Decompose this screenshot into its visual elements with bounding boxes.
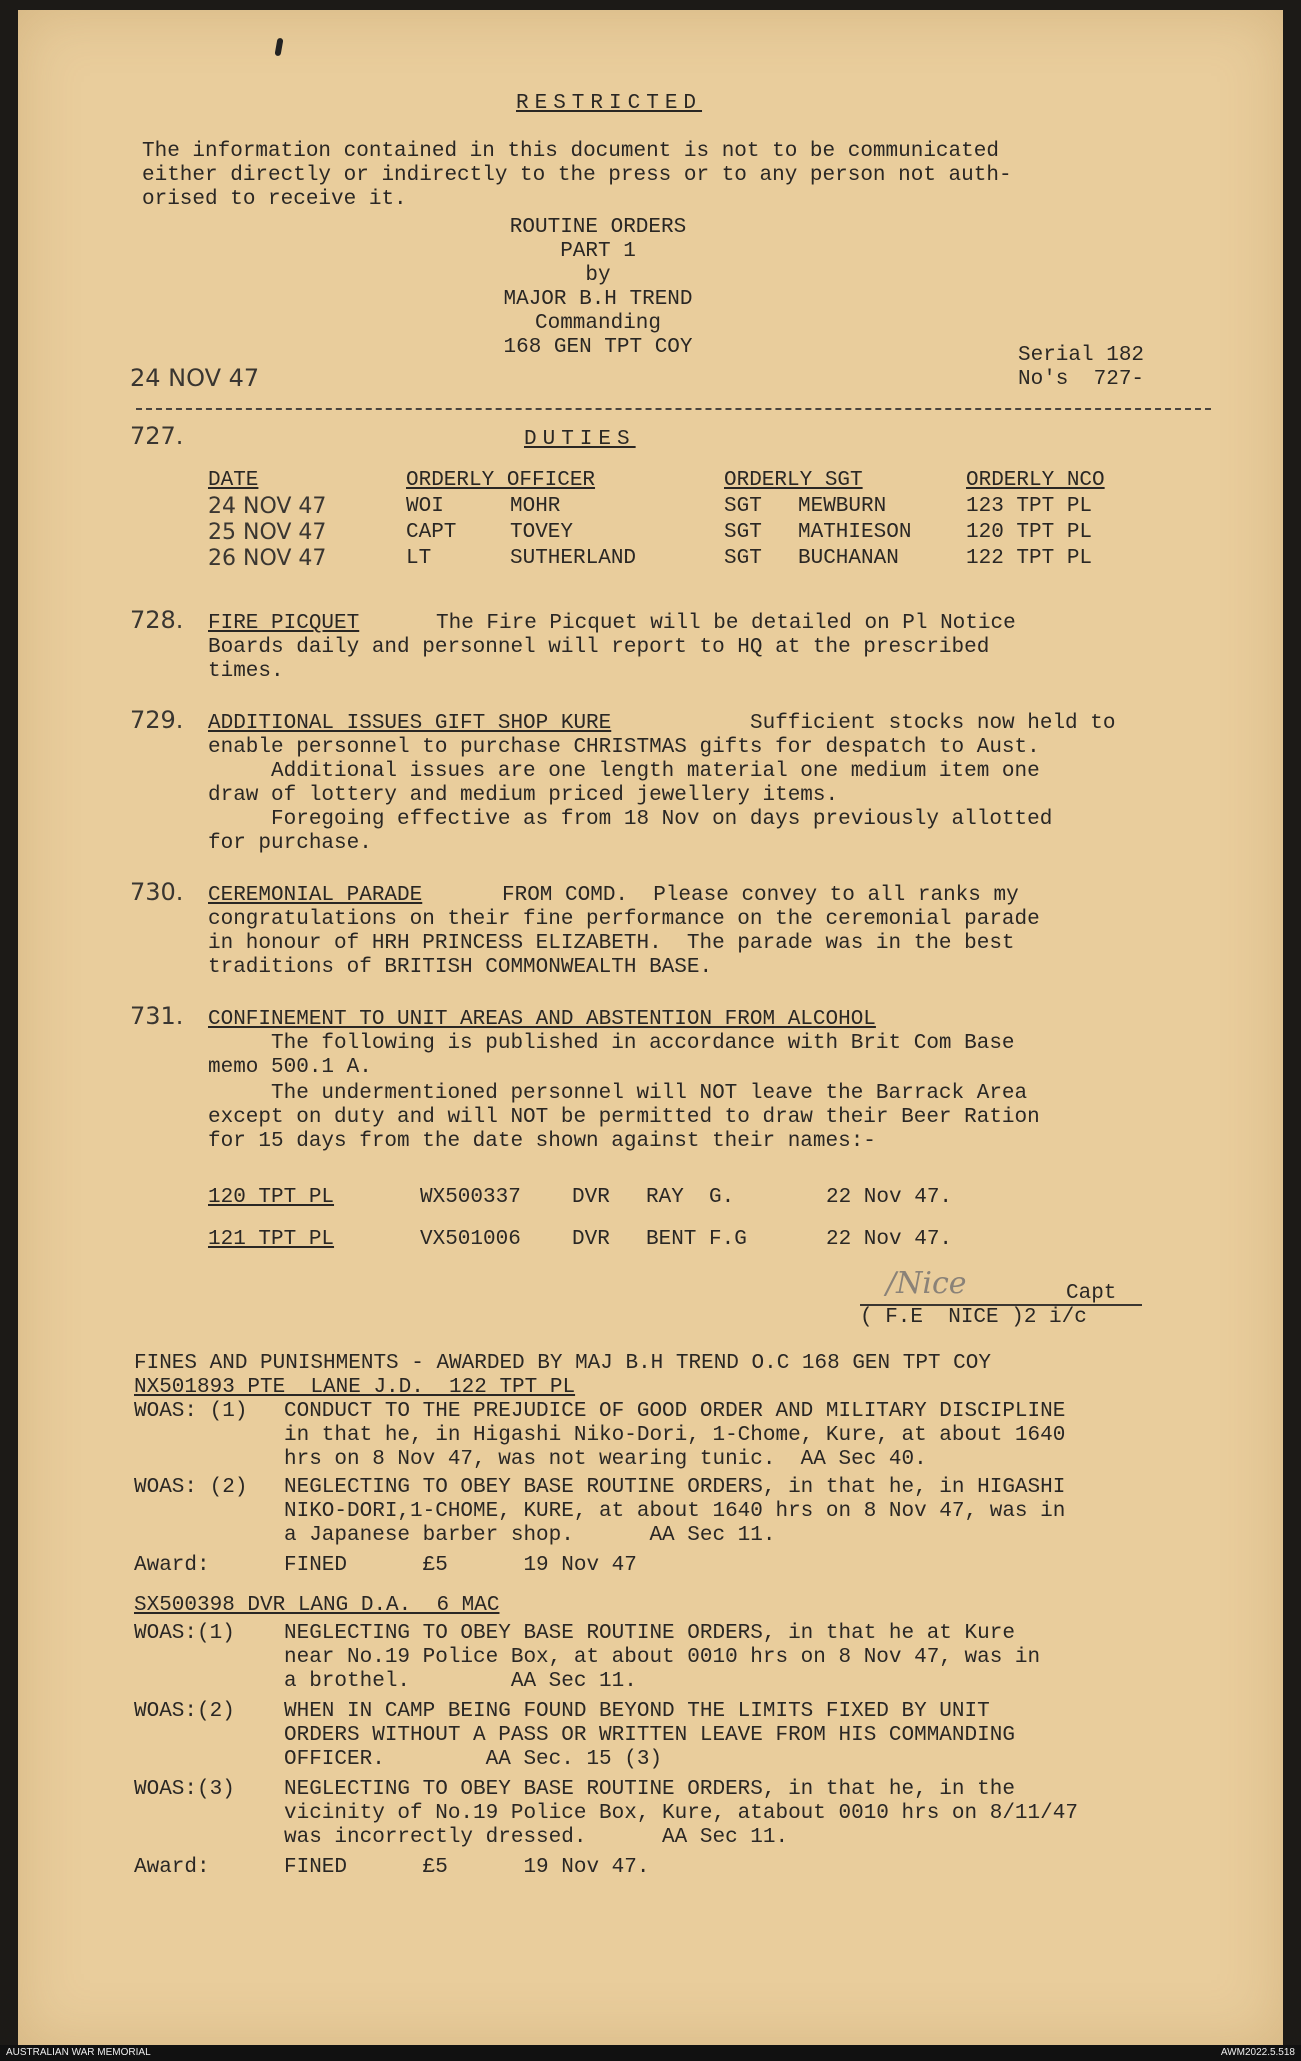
handwritten-signature: /Nice: [886, 1266, 967, 1301]
title-line-6: 168 GEN TPT COY: [503, 336, 693, 359]
footer-source: AUSTRALIAN WAR MEMORIAL: [6, 2047, 151, 2058]
order-729-line: for purchase.: [208, 832, 372, 855]
charge-line: ORDERS WITHOUT A PASS OR WRITTEN LEAVE FROM HIS COMMANDING: [284, 1724, 1015, 1747]
confined-number: WX500337: [420, 1186, 521, 1209]
sgt-rank: SGT: [724, 521, 762, 544]
order-number-727: 727.: [130, 422, 184, 450]
title-line-5: Commanding: [534, 312, 662, 335]
order-number-728: 728.: [130, 606, 184, 634]
order-729-line: Sufficient stocks now held to: [750, 712, 1116, 735]
charge-line: NEGLECTING TO OBEY BASE ROUTINE ORDERS, in that he, in HIGASHI: [284, 1476, 1066, 1499]
col-orderly-sgt: ORDERLY SGT: [724, 469, 863, 492]
title-line-3: by: [585, 264, 611, 287]
col-orderly-nco: ORDERLY NCO: [966, 469, 1105, 492]
title-line-4: MAJOR B.H TREND: [503, 288, 693, 311]
title-line-1: ROUTINE ORDERS: [509, 216, 687, 239]
notice-line-2: either directly or indirectly to the press or to any person not auth-: [142, 164, 1012, 187]
duties-header-row: [208, 468, 1105, 494]
confined-date: 22 Nov 47.: [826, 1186, 953, 1209]
nco-unit: 120 TPT PL: [966, 521, 1093, 544]
award-text: FINED £5 19 Nov 47: [284, 1554, 637, 1577]
charge-line: was incorrectly dressed. AA Sec 11.: [284, 1826, 789, 1849]
confined-date: 22 Nov 47.: [826, 1228, 953, 1251]
order-number-731: 731.: [130, 1002, 184, 1030]
document-page: [18, 10, 1283, 2046]
order-728-line: Boards daily and personnel will report to HQ at the prescribed: [208, 636, 990, 659]
charge-line: a brothel. AA Sec 11.: [284, 1670, 637, 1693]
title-line-2: PART 1: [560, 240, 636, 263]
charge-label: WOAS: (1): [134, 1400, 248, 1423]
order-728-line: times.: [208, 660, 284, 683]
charge-label: WOAS:(1): [134, 1622, 235, 1645]
charge-line: NEGLECTING TO OBEY BASE ROUTINE ORDERS, in that he at Kure: [284, 1622, 1015, 1645]
charge-line: hrs on 8 Nov 47, was not wearing tunic. AA Sec 40.: [284, 1448, 927, 1471]
archive-footer: [0, 2045, 1301, 2061]
order-730-line: in honour of HRH PRINCESS ELIZABETH. The parade was in the best: [208, 932, 1015, 955]
sgt-name: MATHIESON: [798, 521, 912, 544]
order-729-line: Foregoing effective as from 18 Nov on days previously allotted: [208, 808, 1053, 831]
table-row: [208, 520, 1105, 546]
confined-name: RAY G.: [646, 1186, 735, 1209]
order-731-title: CONFINEMENT TO UNIT AREAS AND ABSTENTION FROM ALCOHOL: [208, 1008, 876, 1031]
order-731-line: The undermentioned personnel will NOT leave the Barrack Area: [208, 1082, 1028, 1105]
order-date: 24 NOV 47: [130, 364, 260, 392]
order-number-730: 730.: [130, 878, 184, 906]
table-row: [208, 494, 1105, 520]
order-730-title: CEREMONIAL PARADE: [208, 884, 423, 907]
award-text: FINED £5 19 Nov 47.: [284, 1856, 650, 1879]
charge-line: in that he, in Higashi Niko-Dori, 1-Chome, Kure, at about 1640: [284, 1424, 1066, 1447]
signature-rank: Capt: [1066, 1282, 1117, 1305]
notice-line-3: orised to receive it.: [142, 188, 407, 211]
order-731-line: for 15 days from the date shown against their names:-: [208, 1130, 876, 1153]
sgt-rank: SGT: [724, 547, 762, 570]
officer-rank: LT: [406, 547, 432, 570]
col-orderly-officer: ORDERLY OFFICER: [406, 469, 596, 492]
officer-rank: WOI: [406, 495, 444, 518]
order-729-title: ADDITIONAL ISSUES GIFT SHOP KURE: [208, 712, 612, 735]
award-label: Award:: [134, 1856, 210, 1879]
charge-line: OFFICER. AA Sec. 15 (3): [284, 1748, 663, 1771]
sgt-rank: SGT: [724, 495, 762, 518]
officer-name: TOVEY: [510, 521, 574, 544]
fines-heading: FINES AND PUNISHMENTS - AWARDED BY MAJ B.H TREND O.C 168 GEN TPT COY: [134, 1352, 991, 1375]
confined-rank: DVR: [572, 1186, 610, 1209]
order-728-title: FIRE PICQUET: [208, 612, 360, 635]
divider: [136, 408, 1211, 410]
duties-table: [208, 468, 1105, 572]
charge-line: NIKO-DORI,1-CHOME, KURE, at about 1640 hrs on 8 Nov 47, was in: [284, 1500, 1066, 1523]
confined-rank: DVR: [572, 1228, 610, 1251]
notice-line-1: The information contained in this document is not to be communicated: [142, 140, 999, 163]
sgt-name: MEWBURN: [798, 495, 887, 518]
charge-line: near No.19 Police Box, at about 0010 hrs on 8 Nov 47, was in: [284, 1646, 1041, 1669]
order-729-line: draw of lottery and medium priced jewellery items.: [208, 784, 839, 807]
case-2-soldier: SX500398 DVR LANG D.A. 6 MAC: [134, 1594, 500, 1617]
order-731-line: memo 500.1 A.: [208, 1056, 372, 1079]
officer-name: MOHR: [510, 495, 561, 518]
confined-unit: 120 TPT PL: [208, 1186, 335, 1209]
order-729-line: Additional issues are one length material one medium item one: [208, 760, 1040, 783]
confined-number: VX501006: [420, 1228, 521, 1251]
charge-line: a Japanese barber shop. AA Sec 11.: [284, 1524, 776, 1547]
sgt-name: BUCHANAN: [798, 547, 899, 570]
signature-line: [860, 1304, 1142, 1306]
charge-line: vicinity of No.19 Police Box, Kure, atabout 0010 hrs on 8/11/47: [284, 1802, 1078, 1825]
table-row: [208, 546, 1105, 572]
col-date: DATE: [208, 469, 259, 492]
order-729-line: enable personnel to purchase CHRISTMAS gifts for despatch to Aust.: [208, 736, 1040, 759]
duty-date: 24 NOV 47: [208, 494, 327, 519]
signature-name: ( F.E NICE )2 i/c: [860, 1306, 1087, 1329]
serial-number: Serial 182: [1018, 344, 1145, 367]
award-label: Award:: [134, 1554, 210, 1577]
confined-unit: 121 TPT PL: [208, 1228, 335, 1251]
charge-label: WOAS:(2): [134, 1700, 235, 1723]
case-1-soldier: NX501893 PTE LANE J.D. 122 TPT PL: [134, 1376, 576, 1399]
order-731-line: The following is published in accordance with Brit Com Base: [208, 1032, 1015, 1055]
officer-rank: CAPT: [406, 521, 457, 544]
footer-accession: AWM2022.5.518: [1220, 2047, 1295, 2058]
classification-heading: RESTRICTED: [516, 92, 703, 115]
charge-line: WHEN IN CAMP BEING FOUND BEYOND THE LIMITS FIXED BY UNIT: [284, 1700, 990, 1723]
order-730-line: FROM COMD. Please convey to all ranks my: [502, 884, 1019, 907]
order-numbers: No's 727-: [1018, 368, 1145, 391]
order-731-line: except on duty and will NOT be permitted to draw their Beer Ration: [208, 1106, 1040, 1129]
duty-date: 25 NOV 47: [208, 520, 327, 545]
duty-date: 26 NOV 47: [208, 546, 327, 571]
charge-line: NEGLECTING TO OBEY BASE ROUTINE ORDERS, in that he, in the: [284, 1778, 1015, 1801]
nco-unit: 122 TPT PL: [966, 547, 1093, 570]
nco-unit: 123 TPT PL: [966, 495, 1093, 518]
confined-name: BENT F.G: [646, 1228, 747, 1251]
charge-label: WOAS: (2): [134, 1476, 248, 1499]
order-728-line: The Fire Picquet will be detailed on Pl Notice: [436, 612, 1016, 635]
charge-label: WOAS:(3): [134, 1778, 235, 1801]
officer-name: SUTHERLAND: [510, 547, 637, 570]
ink-mark: [274, 38, 283, 57]
order-730-line: traditions of BRITISH COMMONWEALTH BASE.: [208, 956, 713, 979]
charge-line: CONDUCT TO THE PREJUDICE OF GOOD ORDER AND MILITARY DISCIPLINE: [284, 1400, 1066, 1423]
duties-heading: DUTIES: [524, 428, 636, 451]
order-730-line: congratulations on their fine performance on the ceremonial parade: [208, 908, 1040, 931]
order-number-729: 729.: [130, 706, 184, 734]
